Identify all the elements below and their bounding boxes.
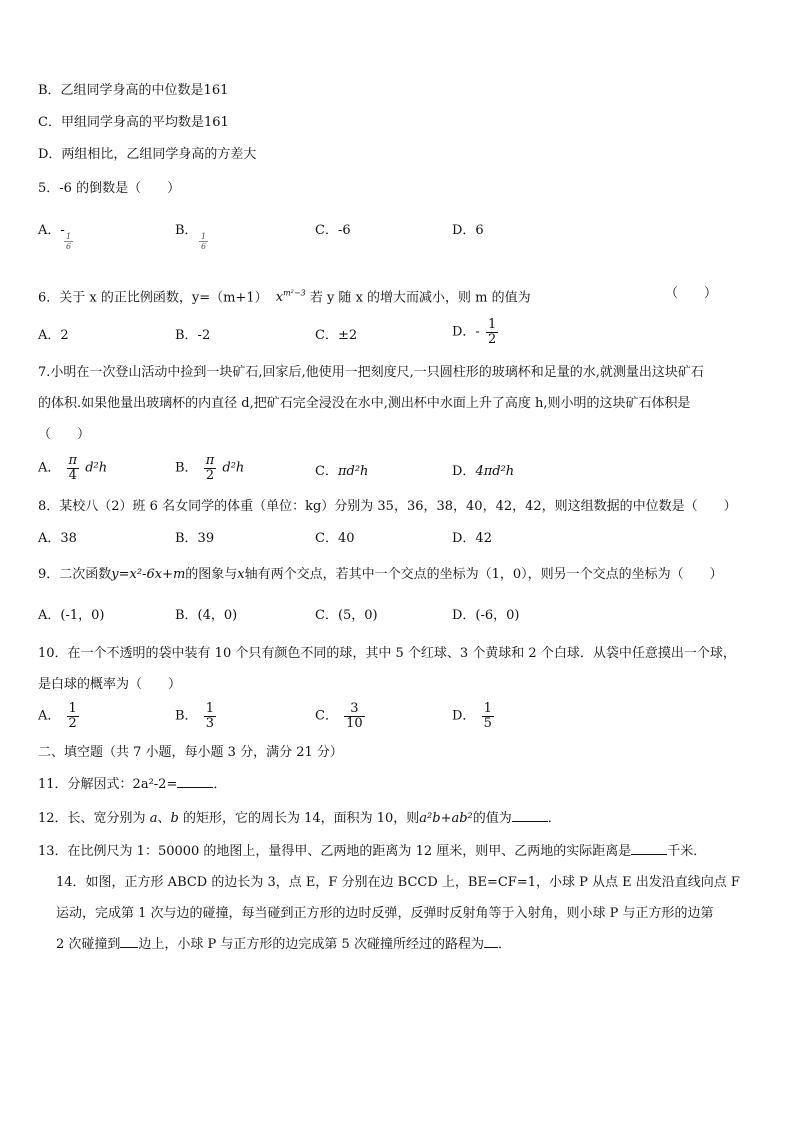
q4-option-c: C．甲组同学身高的平均数是161 xyxy=(38,115,229,130)
q7-a-label: A． xyxy=(38,460,61,476)
q12-expr: a²b+ab² xyxy=(419,811,473,826)
q5-option-a xyxy=(38,222,72,251)
q6-d-label: D．- xyxy=(452,324,480,340)
q8-option-d: D．42 xyxy=(452,531,492,546)
q8-option-c: C．40 xyxy=(315,531,355,546)
q10-a-fraction xyxy=(67,702,79,731)
q14-answer-blank-2[interactable] xyxy=(484,947,498,948)
q10-d-label: D． xyxy=(452,708,476,724)
q7-option-d xyxy=(452,463,514,481)
q12-post: 的值为 xyxy=(472,811,512,826)
q13-pre: 13．在比例尺为 1：50000 的地图上，量得甲、乙两地的距离为 12 厘米，则甲、乙两地的实际距离是 xyxy=(38,844,632,859)
q7-d-expr: 4πd²h xyxy=(475,464,515,479)
q6-power xyxy=(276,290,306,305)
q5-option-c: C．-6 xyxy=(315,223,351,238)
q8-stem: 8．某校八（2）班 6 名女同学的体重（单位：kg）分别为 35，36，38，40，42，42，则这组数据的中位数是（ ） xyxy=(38,499,737,514)
q12-var-b: b xyxy=(170,811,179,826)
q7-b-label: B． xyxy=(175,460,198,476)
q6-option-c: C．±2 xyxy=(315,328,358,343)
q7-c-expr: πd²h xyxy=(337,464,369,479)
q7-b-tail: d²h xyxy=(222,460,245,476)
q10-option-a xyxy=(38,702,81,731)
q6-exponent: m²−3 xyxy=(283,289,306,298)
q5-a-den: 6 xyxy=(66,242,72,251)
q11-stem xyxy=(38,776,226,794)
q7-option-a xyxy=(38,454,107,483)
q13-post: 千米． xyxy=(667,844,707,859)
q9-option-a: A．(-1，0) xyxy=(38,608,105,623)
q10-c-label: C． xyxy=(315,708,338,724)
q10-d-den: 5 xyxy=(483,716,492,731)
q7-option-b xyxy=(175,454,244,483)
q10-c-num: 3 xyxy=(344,702,365,717)
q6-d-num: 1 xyxy=(487,317,497,332)
q7-b-den: 2 xyxy=(205,468,215,483)
q9-option-d: D．(-6，0) xyxy=(452,608,520,623)
q12-sep: 、 xyxy=(157,811,171,826)
q14-line3-pre: 2 次碰撞到 xyxy=(56,937,121,952)
q14-line-2: 运动，完成第 1 次与边的碰撞，每当碰到正方形的边时反弹，反弹时反射角等于入射角，则小球 P 与正方形的边第 xyxy=(56,906,714,921)
q7-line-1: 7.小明在一次登山活动中捡到一块矿石,回家后,他使用一把刻度尺,一只圆柱形的玻璃杯和足量的水,就测量出这块矿石 xyxy=(38,365,704,380)
q7-b-num: π xyxy=(205,453,215,468)
q6-option-b: B．-2 xyxy=(175,328,211,343)
q6-d-fraction xyxy=(486,318,498,347)
q9-stem-pre: 9．二次函数 xyxy=(38,567,112,582)
q10-option-d xyxy=(452,702,496,731)
q5-a-num: 1 xyxy=(66,232,72,241)
q5-option-d: D．6 xyxy=(452,223,484,238)
q5-b-label: B． xyxy=(175,223,198,238)
q7-option-c xyxy=(315,463,368,481)
q10-b-num: 1 xyxy=(205,701,214,716)
q6-option-a: A．2 xyxy=(38,328,69,343)
q5-b-den: 6 xyxy=(201,242,207,251)
q10-c-fraction xyxy=(344,702,365,731)
q7-line-3: （ ） xyxy=(38,427,91,442)
q10-option-c xyxy=(315,702,367,731)
q4-option-b: B．乙组同学身高的中位数是161 xyxy=(38,83,229,98)
q11-post: ． xyxy=(213,777,227,792)
q12-answer-blank[interactable] xyxy=(512,821,548,822)
q14-line3-mid: 边上，小球 P 与正方形的边完成第 5 次碰撞所经过的路程为 xyxy=(138,937,484,952)
q14-line-1: 14．如图，正方形 ABCD 的边长为 3，点 E，F 分别在边 BCCD 上，BE=CF=1，小球 P 从点 E 出发沿直线向点 F xyxy=(56,875,740,890)
q10-b-fraction xyxy=(204,702,216,731)
q7-c-label: C． xyxy=(315,464,338,479)
q7-line-2: 的体积.如果他量出玻璃杯的内直径 d,把矿石完全浸没在水中,测出杯中水面上升了高度 h,则小明的这块矿石体积是 xyxy=(38,396,691,411)
q9-stem-post: 轴有两个交点，若其中一个交点的坐标为（1，0），则另一个交点的坐标为（ ） xyxy=(244,567,723,582)
q6-paren: （ ） xyxy=(665,286,718,301)
q10-option-b xyxy=(175,702,218,731)
q9-option-b: B．(4，0) xyxy=(175,608,238,623)
q10-d-num: 1 xyxy=(483,701,492,716)
q14-answer-blank-1[interactable] xyxy=(120,947,138,948)
q9-option-c: C．(5，0) xyxy=(315,608,378,623)
q5-stem: 5．-6 的倒数是（ ） xyxy=(38,181,181,196)
q10-a-num: 1 xyxy=(68,701,77,716)
q7-a-den: 4 xyxy=(68,468,77,483)
q5-b-fraction xyxy=(199,232,208,251)
q10-b-den: 3 xyxy=(205,716,214,731)
q12-stem xyxy=(38,810,561,828)
q7-a-num: π xyxy=(68,453,78,468)
q10-line-2: 是白球的概率为（ ） xyxy=(38,677,182,692)
section-2-heading: 二、填空题（共 7 小题，每小题 3 分，满分 21 分） xyxy=(38,745,343,760)
q7-a-fraction xyxy=(67,454,80,483)
q13-answer-blank[interactable] xyxy=(631,854,667,855)
q6-stem-post: 若 y 随 x 的增大而减小，则 m 的值为 xyxy=(309,290,531,306)
q8-option-b: B．39 xyxy=(175,531,215,546)
q10-a-den: 2 xyxy=(68,716,77,731)
q12-end: ． xyxy=(547,811,561,826)
q12-mid: 的矩形，它的周长为 14，面积为 10，则 xyxy=(182,811,420,826)
q7-a-tail: d²h xyxy=(85,460,108,476)
q4-option-d: D．两组相比，乙组同学身高的方差大 xyxy=(38,147,257,162)
q10-b-label: B． xyxy=(175,708,198,724)
q6-d-den: 2 xyxy=(487,332,497,347)
q6-stem xyxy=(38,285,531,307)
q8-option-a: A．38 xyxy=(38,531,77,546)
q11-pre: 11．分解因式：2a²-2= xyxy=(38,777,178,792)
q12-var-a: a xyxy=(149,811,158,826)
q6-stem-pre: 6．关于 x 的正比例函数，y=（m+1） xyxy=(38,290,268,306)
q10-d-fraction xyxy=(482,702,494,731)
q6-option-d xyxy=(452,318,500,347)
q12-pre: 12．长、宽分别为 xyxy=(38,811,146,826)
q14-line3-end: ． xyxy=(497,937,511,952)
q5-b-num: 1 xyxy=(201,232,207,241)
q7-d-label: D． xyxy=(452,464,476,479)
q9-func: y=x²-6x+m xyxy=(111,567,186,582)
q9-stem-mid: 的图象与 xyxy=(185,567,238,582)
q5-a-label: A．- xyxy=(38,223,65,238)
q13-stem xyxy=(38,843,706,861)
q7-b-fraction xyxy=(204,454,217,483)
q14-line-3 xyxy=(56,936,511,954)
q5-a-fraction xyxy=(64,232,73,251)
q9-stem xyxy=(38,566,723,584)
q11-answer-blank[interactable] xyxy=(177,787,213,788)
q5-option-b xyxy=(175,222,207,251)
q9-axis: x xyxy=(237,567,245,582)
q10-line-1: 10．在一个不透明的袋中装有 10 个只有颜色不同的球，其中 5 个红球、3 个黄球和 2 个白球．从袋中任意摸出一个球， xyxy=(38,646,736,661)
q10-c-den: 10 xyxy=(346,716,363,731)
q10-a-label: A． xyxy=(38,708,61,724)
q6-base: x xyxy=(275,290,284,306)
